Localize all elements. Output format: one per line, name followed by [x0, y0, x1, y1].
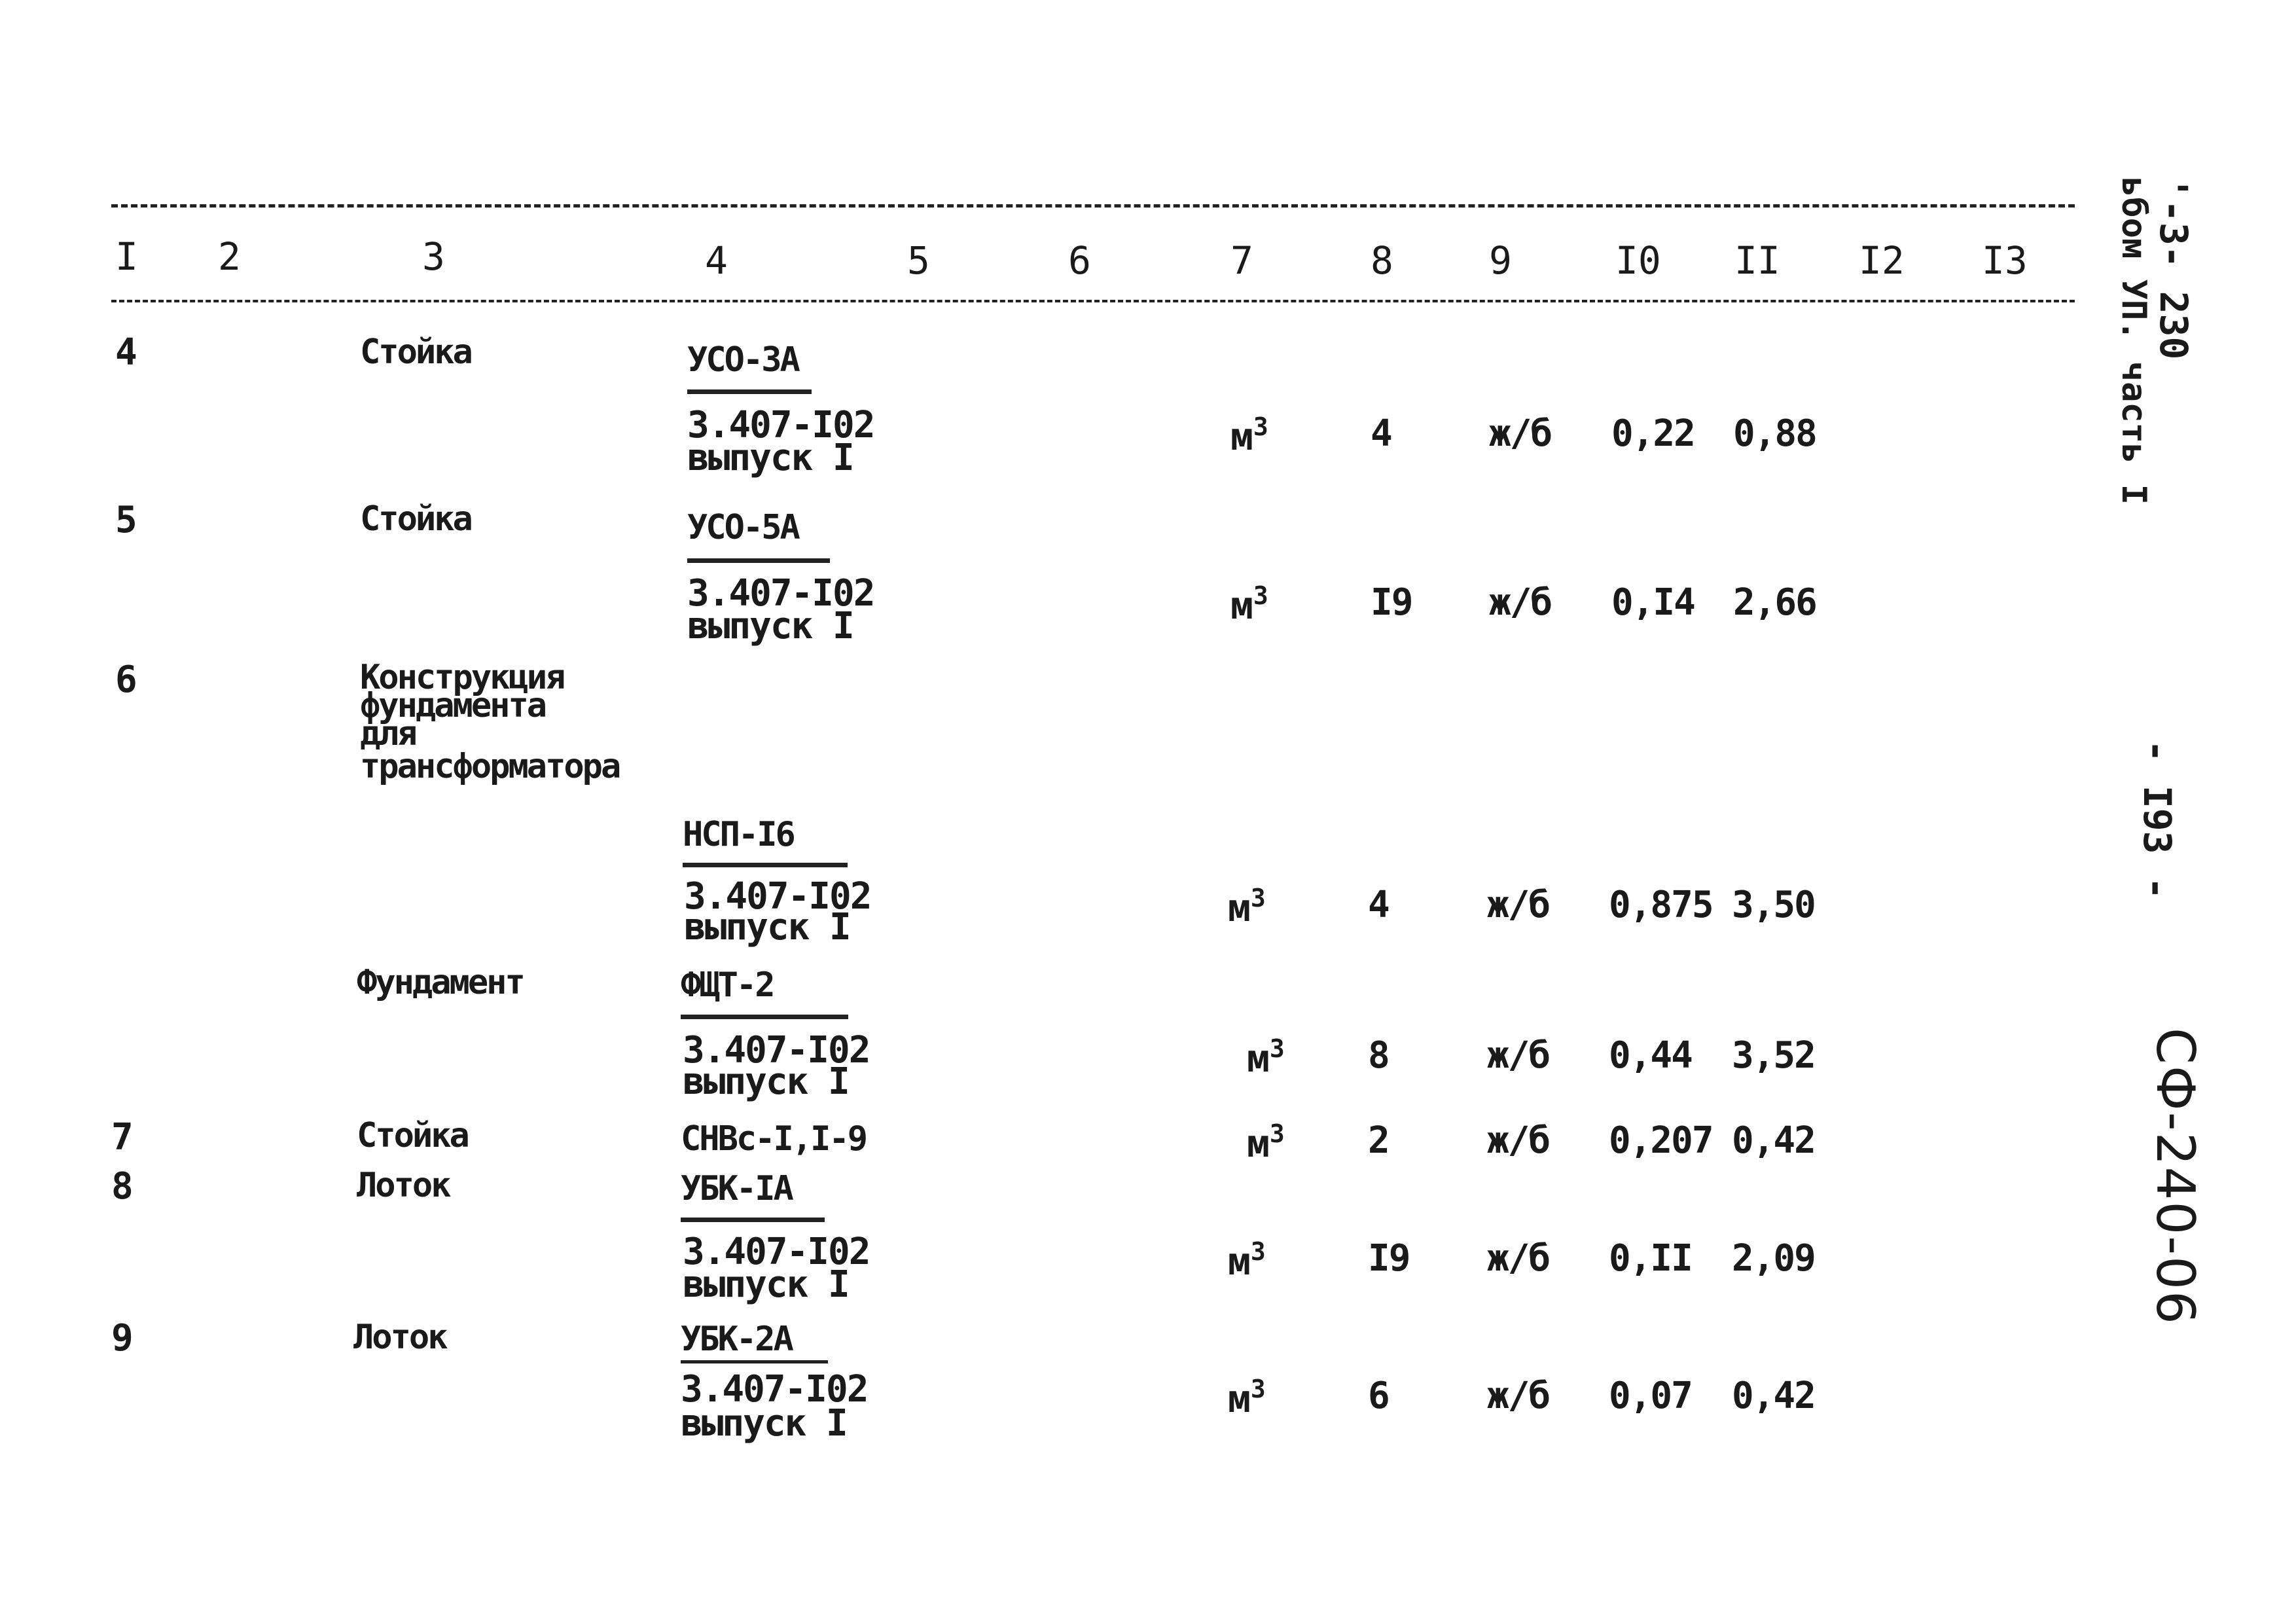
item-document: 3.407-I02 — [683, 1029, 870, 1072]
header-top-rule — [111, 204, 2075, 208]
item-material: ж/б — [1487, 1119, 1550, 1162]
item-name-line: трансформатора — [360, 747, 620, 786]
item-quantity: 2 — [1368, 1119, 1389, 1162]
item-name: Стойка — [360, 333, 471, 372]
item-material: ж/б — [1487, 1237, 1550, 1280]
item-col10: 0,I4 — [1611, 581, 1695, 624]
item-name-line: Конструкция — [360, 658, 564, 697]
item-col11: 3,52 — [1732, 1034, 1815, 1077]
item-name: Фундамент — [357, 963, 524, 1002]
mark-underline — [687, 389, 812, 394]
item-unit: $м^3$ — [1230, 581, 1268, 628]
column-header-2: 2 — [218, 234, 241, 279]
item-col10: 0,875 — [1609, 884, 1713, 926]
column-header-9: 9 — [1489, 238, 1512, 283]
mark-underline — [681, 1218, 825, 1222]
album-label: ьбом УП. часть I — [2114, 177, 2153, 505]
item-name-line: фундамента — [360, 686, 546, 725]
item-col10: 0,207 — [1609, 1119, 1713, 1162]
column-header-1: I — [115, 234, 138, 279]
item-document: 3.407-I02 — [687, 572, 874, 615]
item-col11: 2,09 — [1732, 1237, 1815, 1280]
column-header-11: II — [1734, 238, 1780, 283]
item-col11: 0,42 — [1732, 1119, 1815, 1162]
item-issue: выпуск I — [687, 605, 853, 647]
item-unit: $м^3$ — [1228, 884, 1266, 930]
item-mark: ФЩТ-2 — [681, 965, 774, 1005]
mark-underline — [687, 558, 830, 563]
item-document: 3.407-I02 — [681, 1368, 868, 1411]
item-mark: СНВс-I,I-9 — [681, 1119, 867, 1159]
item-col11: 2,66 — [1733, 581, 1816, 624]
item-unit: $м^3$ — [1228, 1237, 1266, 1284]
item-name: Стойка — [357, 1116, 468, 1155]
item-unit: $м^3$ — [1230, 412, 1268, 459]
row-number: 5 — [115, 499, 136, 541]
item-mark: УБК-IА — [681, 1169, 792, 1208]
item-name-line: для — [360, 714, 416, 753]
row-number: 9 — [111, 1317, 132, 1360]
top-code: '-3- 230 — [2151, 177, 2196, 360]
item-quantity: 6 — [1368, 1375, 1389, 1417]
item-document: 3.407-I02 — [684, 875, 871, 918]
item-issue: выпуск I — [683, 1060, 849, 1103]
item-document: 3.407-I02 — [687, 404, 874, 446]
item-mark: УСО-5А — [687, 508, 798, 547]
item-unit: $м^3$ — [1247, 1034, 1285, 1081]
item-quantity: 4 — [1368, 884, 1389, 926]
item-quantity: 4 — [1371, 412, 1391, 455]
item-material: ж/б — [1489, 412, 1552, 455]
item-quantity: 8 — [1368, 1034, 1389, 1077]
mark-underline — [683, 863, 848, 867]
mark-underline — [681, 1015, 848, 1019]
column-header-8: 8 — [1371, 238, 1393, 283]
item-unit: $м^3$ — [1228, 1375, 1266, 1421]
item-quantity: I9 — [1368, 1237, 1410, 1280]
column-header-7: 7 — [1230, 238, 1253, 283]
item-mark: УБК-2А — [681, 1320, 792, 1359]
item-mark: НСП-I6 — [683, 815, 794, 854]
page-number: - I93 - — [2135, 740, 2179, 900]
item-issue: выпуск I — [687, 437, 853, 479]
item-col11: 0,42 — [1732, 1375, 1815, 1417]
column-header-6: 6 — [1068, 238, 1091, 283]
column-header-4: 4 — [705, 238, 728, 283]
item-col11: 0,88 — [1733, 412, 1816, 455]
item-material: ж/б — [1487, 1034, 1550, 1077]
column-header-3: 3 — [422, 234, 445, 279]
item-material: ж/б — [1489, 581, 1552, 624]
item-mark: УСО-3А — [687, 340, 798, 380]
row-number: 7 — [111, 1116, 132, 1159]
item-issue: выпуск I — [683, 1263, 849, 1306]
item-col11: 3,50 — [1732, 884, 1815, 926]
mark-underline — [681, 1360, 828, 1363]
column-header-12: I2 — [1859, 238, 1905, 283]
item-unit: $м^3$ — [1247, 1119, 1285, 1166]
item-name: Лоток — [357, 1166, 450, 1205]
item-material: ж/б — [1487, 1375, 1550, 1417]
item-material: ж/б — [1487, 884, 1550, 926]
item-issue: выпуск I — [681, 1402, 847, 1445]
item-name: Лоток — [353, 1318, 446, 1357]
item-issue: выпуск I — [684, 906, 850, 948]
row-number: 6 — [115, 659, 136, 701]
column-header-10: I0 — [1615, 238, 1661, 283]
header-bottom-rule — [111, 300, 2075, 302]
row-number: 8 — [111, 1165, 132, 1208]
item-col10: 0,07 — [1609, 1375, 1692, 1417]
item-col10: 0,44 — [1609, 1034, 1692, 1077]
item-document: 3.407-I02 — [683, 1231, 870, 1273]
item-col10: 0,II — [1609, 1237, 1692, 1280]
item-quantity: I9 — [1371, 581, 1412, 624]
row-number: 4 — [115, 331, 136, 374]
column-header-5: 5 — [907, 238, 930, 283]
item-col10: 0,22 — [1611, 412, 1695, 455]
project-code: СФ-240-06 — [2145, 1028, 2206, 1326]
column-header-13: I3 — [1982, 238, 2028, 283]
item-name: Стойка — [360, 499, 471, 539]
